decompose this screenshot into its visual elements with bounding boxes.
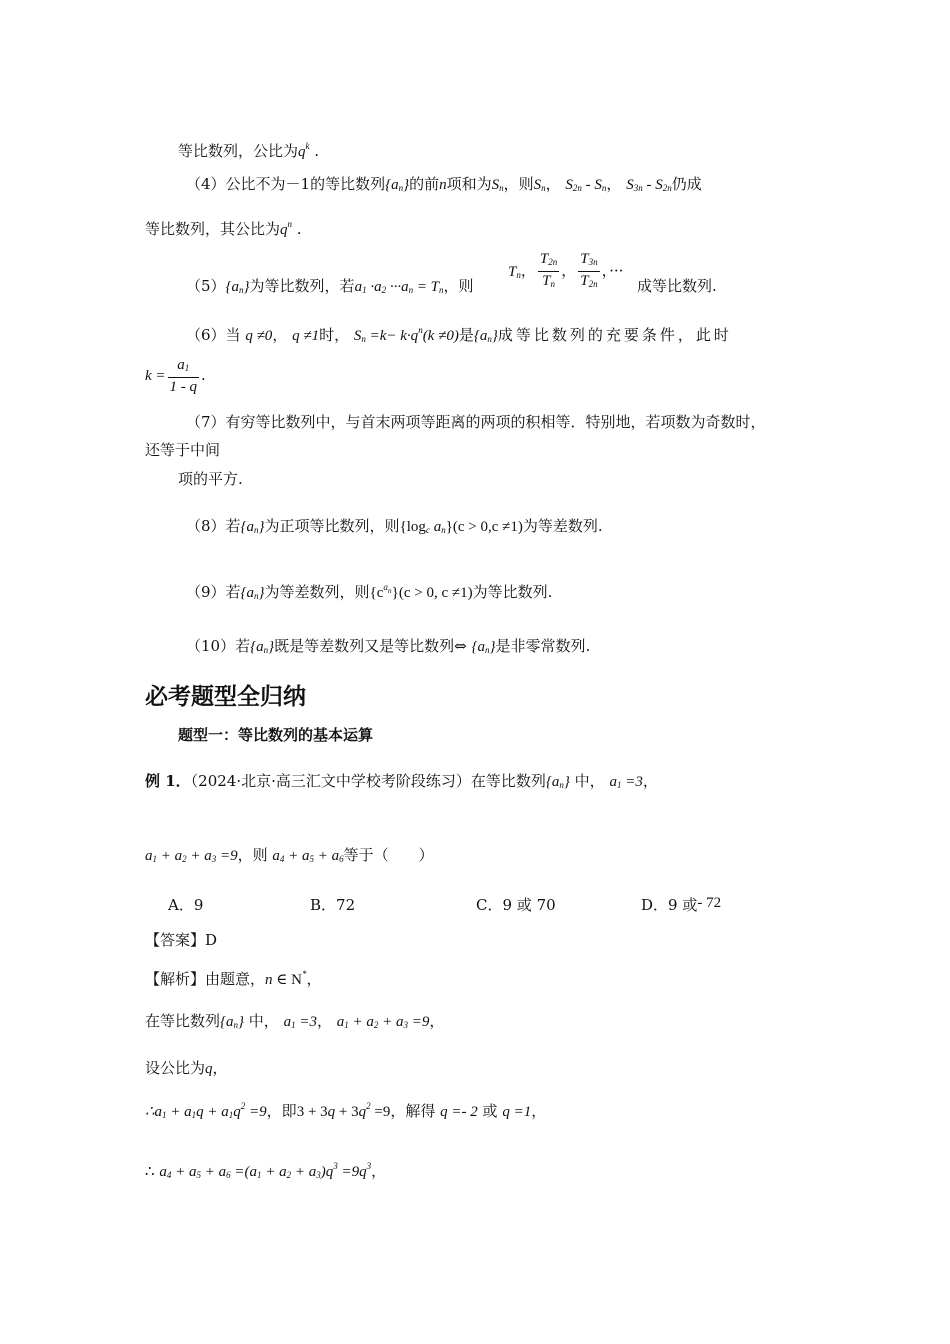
property-5-fractions: Tn， $\frac{T2n}{Tn}$ ， $\frac{T3n}{T2n}$ ，···: [508, 251, 624, 289]
option-d[interactable]: D．9 或- 72: [641, 895, 722, 914]
property-8: （8）若{an}为正项等比数列，则{logc an}(c > 0,c ≠1)为等差数列.: [186, 517, 603, 535]
analysis-line-3: 设公比为q，: [145, 1059, 228, 1077]
property-4: （4）公比不为－1的等比数列{an}的前n项和为Sn，则Sn， S2n - Sn， S3n - S2n仍成: [186, 175, 702, 193]
property-7: （7）有穷等比数列中，与首末两项等距离的两项的积相等．特别地，若项数为奇数时，: [186, 413, 766, 431]
property-5: （5）{an}为等比数列，若a1 ·a2 ···an = Tn，则: [186, 277, 474, 295]
subsection-title: 题型一：等比数列的基本运算: [178, 726, 374, 744]
analysis-line-1: 【解析】由题意，n ∈ N*，: [145, 969, 322, 988]
property-5-end: 成等比数列.: [637, 277, 717, 295]
property-10: （10）若{an}既是等差数列又是等比数列⇔ {an}是非零常数列.: [186, 637, 591, 655]
property-6: （6）当 q ≠0， q ≠1时， $Sn =k- k\cdot q^n(k \ne 0)$是{an}成等比数列的充要条件，此时: [186, 325, 732, 344]
property-7-cont2: 项的平方.: [178, 470, 243, 488]
option-c[interactable]: C．9 或 70: [476, 896, 556, 914]
option-a[interactable]: A．9: [168, 896, 204, 914]
property-6-k: k = $\frac{a1}{1 - q}$ .: [145, 357, 206, 395]
property-4-cont: 等比数列，其公比为$q^n$ .: [145, 219, 302, 238]
property-7-cont: 还等于中间: [145, 441, 221, 459]
analysis-line-5: ∴ $a4 + a5 + a6 =(a1 + a2 + a3)q^3 =9q^3$，: [145, 1161, 387, 1180]
answer: 【答案】D: [145, 931, 218, 949]
property-9: （9）若{an}为等差数列，则$\{c^{a_n}\}(c > 0$, c ≠1)为等比数列.: [186, 582, 553, 601]
example-1: 例 1．（2024·北京·高三汇文中学校考阶段练习）在等比数列{an} 中， a1 =3，: [145, 772, 658, 790]
p3-continuation: 等比数列，公比为$q^k$ .: [178, 141, 320, 160]
analysis-line-4: ∴a1 + $a1q + a1q^2 =9$，即$3 + 3q + 3q^2 =9$，解得 q =- 2 或 q =1，: [145, 1101, 547, 1120]
option-b[interactable]: B．72: [310, 896, 356, 914]
example-1-cont: a1 + a2 + a3 =9，则 a4 + a5 + a6等于（ ）: [145, 846, 434, 864]
analysis-line-2: 在等比数列{an} 中， a1 =3， a1 + a2 + a3 =9，: [145, 1012, 445, 1030]
section-title: 必考题型全归纳: [145, 684, 306, 710]
example-label: 例 1．: [145, 772, 191, 790]
